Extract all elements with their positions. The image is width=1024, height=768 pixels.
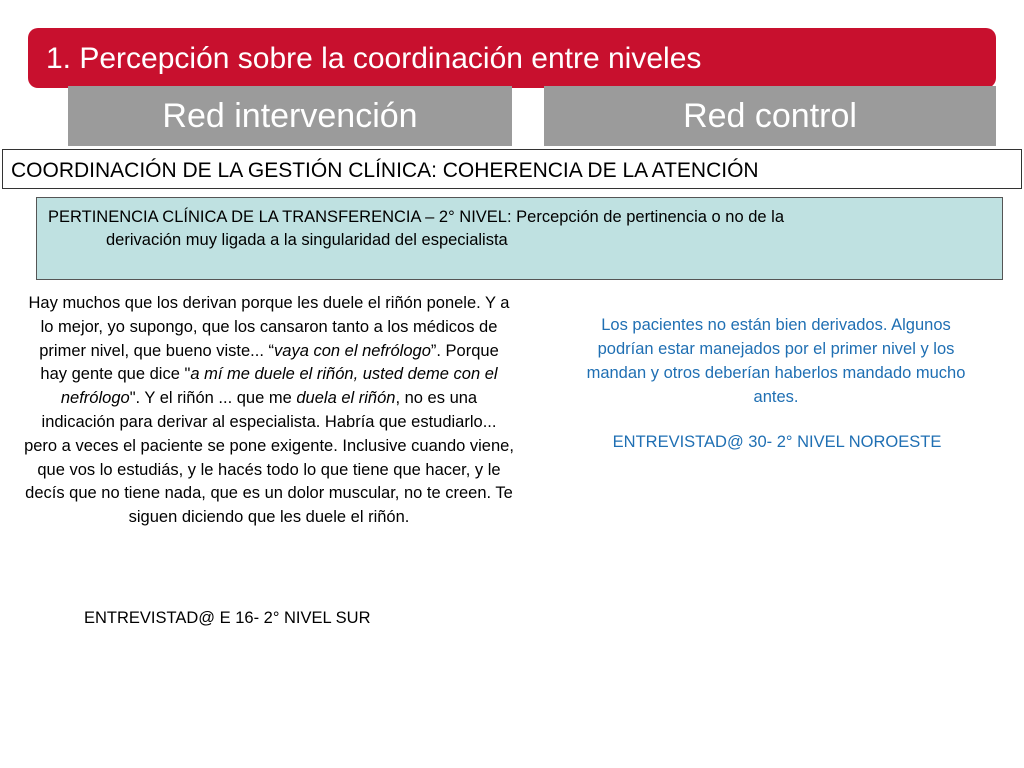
slide-title: 1. Percepción sobre la coordinación entre niveles: [46, 42, 702, 75]
definition-line-1: Percepción de pertinencia o no de la: [516, 208, 785, 226]
quote-intervention-text: [24, 292, 514, 530]
quote-intervention-attribution: ENTREVISTAD@ E 16- 2° NIVEL SUR: [84, 609, 371, 627]
quote-part-2: ”. Porque hay gente que dice ": [40, 341, 499, 384]
definition-label: PERTINENCIA CLÍNICA DE LA TRANSFERENCIA – 2° NIVEL:: [48, 208, 512, 226]
quote-emphasis-3: duela el riñón: [296, 389, 396, 408]
section-heading: COORDINACIÓN DE LA GESTIÓN CLÍNICA: COHERENCIA DE LA ATENCIÓN: [11, 159, 759, 182]
network-header-control-label: Red control: [683, 96, 857, 135]
quote-part-4: , no es una indicación para derivar al especialista. Habría que estudiarlo... pero a veces el paciente se pone exigente. Inclusive cuando viene, que vos lo estudiás, y le hacés todo lo que tiene que hacer, y le decís que no tiene nada, que es un dolor muscular, no te creen. Te siguen diciendo que les duele el riñón.: [24, 389, 514, 527]
network-header-intervention: [68, 86, 512, 146]
quote-control-attribution: ENTREVISTAD@ 30- 2° NIVEL NOROESTE: [612, 433, 942, 451]
quote-emphasis-1: vaya con el nefrólogo: [274, 341, 431, 360]
quote-intervention: [24, 292, 514, 530]
quote-control-text: Los pacientes no están bien derivados. Algunos podrían estar manejados por el primer nivel y los mandan y otros deberían haberlos mandado mucho antes.: [586, 316, 966, 406]
section-heading-box: [2, 149, 1022, 189]
definition-box: [36, 197, 1003, 280]
quote-part-1: Hay muchos que los derivan porque les duele el riñón ponele. Y a lo mejor, yo supongo, que los cansaron tanto a los médicos de primer nivel, que bueno viste... “: [28, 294, 510, 360]
network-header-control: [544, 86, 996, 146]
quote-part-3: ". Y el riñón ... que me: [129, 389, 297, 408]
definition-line-2: derivación muy ligada a la singularidad del especialista: [106, 231, 508, 249]
slide-title-bar: [28, 28, 996, 88]
quote-emphasis-2: a mí me duele el riñón, usted deme con el nefrólogo: [60, 365, 498, 408]
network-header-intervention-label: Red intervención: [162, 96, 418, 135]
definition-text: [48, 206, 968, 252]
